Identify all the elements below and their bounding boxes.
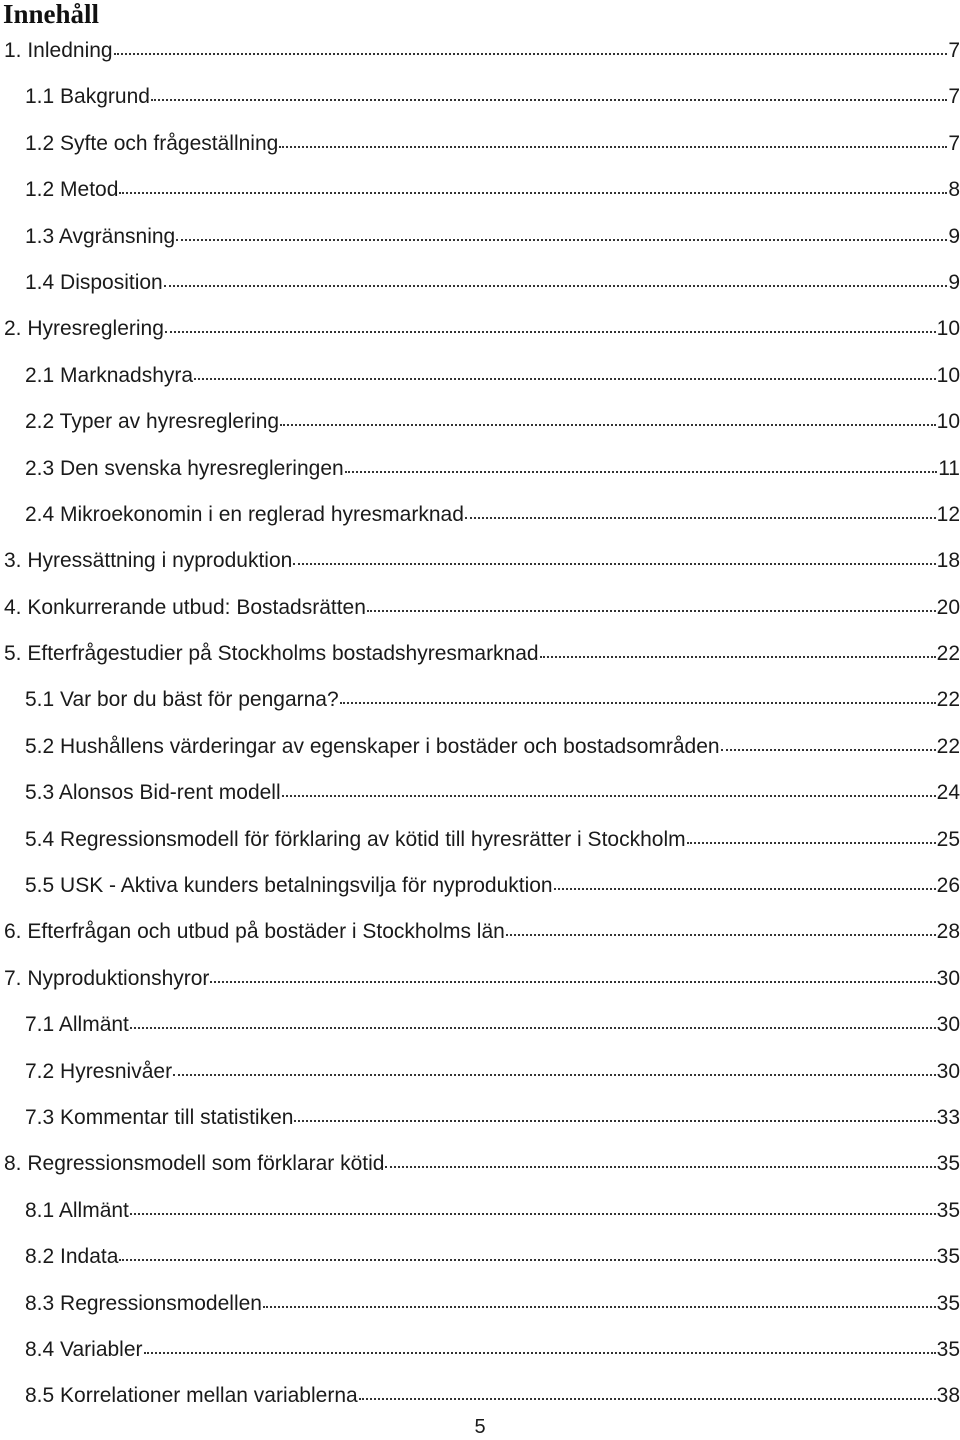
toc-entry[interactable] <box>0 818 960 864</box>
page-number: 5 <box>474 1416 486 1438</box>
toc-entry[interactable] <box>0 539 960 585</box>
toc-entry-label: 1.4 Disposition <box>25 270 163 294</box>
toc-entry-page: 25 <box>936 827 960 851</box>
toc-entry-page: 10 <box>936 363 960 387</box>
toc-dot-leader <box>293 547 935 567</box>
toc-dot-leader <box>114 37 948 57</box>
toc-dot-leader <box>385 1150 935 1170</box>
toc-entry-page: 35 <box>936 1245 960 1269</box>
toc-dot-leader <box>130 1197 936 1217</box>
toc-entry-page: 38 <box>936 1384 960 1408</box>
toc-entry-page: 24 <box>936 781 960 805</box>
toc-dot-leader <box>721 733 936 753</box>
toc-entry-label: 8.1 Allmänt <box>25 1198 129 1222</box>
toc-entry-page: 35 <box>936 1337 960 1361</box>
toc-entry-label: 8.4 Variabler <box>25 1337 143 1361</box>
toc-dot-leader <box>144 1336 936 1356</box>
toc-entry-page: 22 <box>936 734 960 758</box>
toc-dot-leader <box>151 83 947 103</box>
toc-dot-leader <box>359 1382 936 1402</box>
toc-dot-leader <box>687 826 936 846</box>
toc-entry-label: 8.3 Regressionsmodellen <box>25 1291 262 1315</box>
toc-dot-leader <box>194 362 936 382</box>
toc-entry-page: 7 <box>948 131 960 155</box>
toc-entry[interactable] <box>0 632 960 678</box>
toc-dot-leader <box>345 455 938 475</box>
toc-entry[interactable] <box>0 1328 960 1374</box>
toc-entry[interactable] <box>0 1003 960 1049</box>
toc-entry-page: 35 <box>936 1152 960 1176</box>
toc-dot-leader <box>173 1058 936 1078</box>
table-of-contents <box>0 29 960 1421</box>
toc-entry-label: 1. Inledning <box>4 39 113 62</box>
toc-entry-page: 30 <box>936 1059 960 1083</box>
toc-entry[interactable] <box>0 307 960 353</box>
toc-entry[interactable] <box>0 1096 960 1142</box>
toc-entry[interactable] <box>0 1189 960 1235</box>
toc-entry-label: 1.1 Bakgrund <box>25 85 150 109</box>
toc-entry[interactable] <box>0 957 960 1003</box>
toc-dot-leader <box>465 501 936 521</box>
toc-entry[interactable] <box>0 586 960 632</box>
toc-entry-page: 9 <box>948 224 960 248</box>
toc-entry-page: 35 <box>936 1198 960 1222</box>
toc-entry-label: 5.3 Alonsos Bid-rent modell <box>25 781 281 805</box>
toc-entry-label: 8.2 Indata <box>25 1245 119 1269</box>
toc-entry-page: 7 <box>948 39 960 62</box>
toc-dot-leader <box>210 965 935 985</box>
toc-entry[interactable] <box>0 1050 960 1096</box>
toc-entry-label: 1.3 Avgränsning <box>25 224 176 248</box>
toc-dot-leader <box>367 594 936 614</box>
toc-entry[interactable] <box>0 29 960 75</box>
toc-entry-page: 9 <box>948 270 960 294</box>
toc-entry-page: 33 <box>936 1105 960 1129</box>
toc-entry-label: 6. Efterfrågan och utbud på bostäder i Stockholms län <box>4 920 505 944</box>
toc-dot-leader <box>340 686 936 706</box>
toc-entry-page: 11 <box>938 456 960 480</box>
toc-dot-leader <box>263 1290 936 1310</box>
toc-entry[interactable] <box>0 1142 960 1188</box>
toc-entry-label: 7.3 Kommentar till statistiken <box>25 1105 294 1129</box>
toc-entry-label: 5. Efterfrågestudier på Stockholms bostadshyresmarknad <box>4 642 539 666</box>
toc-entry[interactable] <box>0 261 960 307</box>
toc-entry[interactable] <box>0 354 960 400</box>
toc-entry-page: 22 <box>936 642 960 666</box>
toc-entry[interactable] <box>0 678 960 724</box>
toc-entry-label: 2.4 Mikroekonomin i en reglerad hyresmarknad <box>25 502 464 526</box>
toc-entry[interactable] <box>0 168 960 214</box>
toc-entry[interactable] <box>0 75 960 121</box>
toc-entry-page: 26 <box>936 874 960 898</box>
toc-dot-leader <box>119 1243 935 1263</box>
toc-entry-page: 12 <box>936 502 960 526</box>
toc-entry-label: 7.1 Allmänt <box>25 1013 129 1037</box>
toc-entry[interactable] <box>0 122 960 168</box>
toc-dot-leader <box>279 130 947 150</box>
toc-entry[interactable] <box>0 864 960 910</box>
toc-entry-label: 5.5 USK - Aktiva kunders betalningsvilja för nyproduktion <box>25 874 553 898</box>
toc-entry-page: 10 <box>936 317 960 341</box>
toc-dot-leader <box>165 315 936 335</box>
toc-entry[interactable] <box>0 725 960 771</box>
toc-entry-page: 18 <box>936 549 960 573</box>
toc-entry-label: 4. Konkurrerande utbud: Bostadsrätten <box>4 595 366 619</box>
toc-entry-label: 2.1 Marknadshyra <box>25 363 194 387</box>
toc-dot-leader <box>506 918 936 938</box>
toc-entry-page: 30 <box>936 1013 960 1037</box>
toc-entry-label: 5.2 Hushållens värderingar av egenskaper i bostäder och bostadsområden <box>25 734 720 758</box>
toc-dot-leader <box>282 779 936 799</box>
toc-entry-label: 5.4 Regressionsmodell för förklaring av kötid till hyresrätter i Stockholm <box>25 827 686 851</box>
toc-entry-label: 1.2 Metod <box>25 178 119 202</box>
toc-dot-leader <box>176 223 947 243</box>
toc-dot-leader <box>130 1011 936 1031</box>
toc-entry-page: 7 <box>948 85 960 109</box>
toc-entry-label: 2. Hyresreglering <box>4 317 164 341</box>
toc-entry-label: 1.2 Syfte och frågeställning <box>25 131 279 155</box>
toc-dot-leader <box>540 640 936 660</box>
toc-entry-label: 2.2 Typer av hyresreglering <box>25 410 280 434</box>
toc-entry-label: 8. Regressionsmodell som förklarar kötid <box>4 1152 385 1176</box>
toc-entry-label: 7. Nyproduktionshyror <box>4 966 210 990</box>
toc-entry[interactable] <box>0 1235 960 1281</box>
toc-entry-page: 35 <box>936 1291 960 1315</box>
toc-entry-label: 7.2 Hyresnivåer <box>25 1059 173 1083</box>
toc-entry[interactable] <box>0 493 960 539</box>
toc-entry[interactable] <box>0 447 960 493</box>
toc-entry-label: 3. Hyressättning i nyproduktion <box>4 549 293 573</box>
toc-entry[interactable] <box>0 1374 960 1420</box>
toc-entry-page: 20 <box>936 595 960 619</box>
toc-entry-page: 22 <box>936 688 960 712</box>
toc-dot-leader <box>119 176 947 196</box>
toc-entry-label: 8.5 Korrelationer mellan variablerna <box>25 1384 358 1408</box>
toc-entry-page: 30 <box>936 966 960 990</box>
toc-entry-page: 10 <box>936 410 960 434</box>
toc-dot-leader <box>294 1104 935 1124</box>
toc-dot-leader <box>554 872 936 892</box>
toc-entry-label: 2.3 Den svenska hyresregleringen <box>25 456 344 480</box>
toc-entry-page: 8 <box>948 178 960 202</box>
page-title: Innehåll <box>3 0 100 29</box>
toc-dot-leader <box>280 408 936 428</box>
toc-entry-page: 28 <box>936 920 960 944</box>
toc-entry-label: 5.1 Var bor du bäst för pengarna? <box>25 688 339 712</box>
toc-entry[interactable] <box>0 771 960 817</box>
toc-dot-leader <box>164 269 948 289</box>
toc-entry[interactable] <box>0 1282 960 1328</box>
toc-entry[interactable] <box>0 910 960 956</box>
toc-entry[interactable] <box>0 400 960 446</box>
toc-entry[interactable] <box>0 215 960 261</box>
